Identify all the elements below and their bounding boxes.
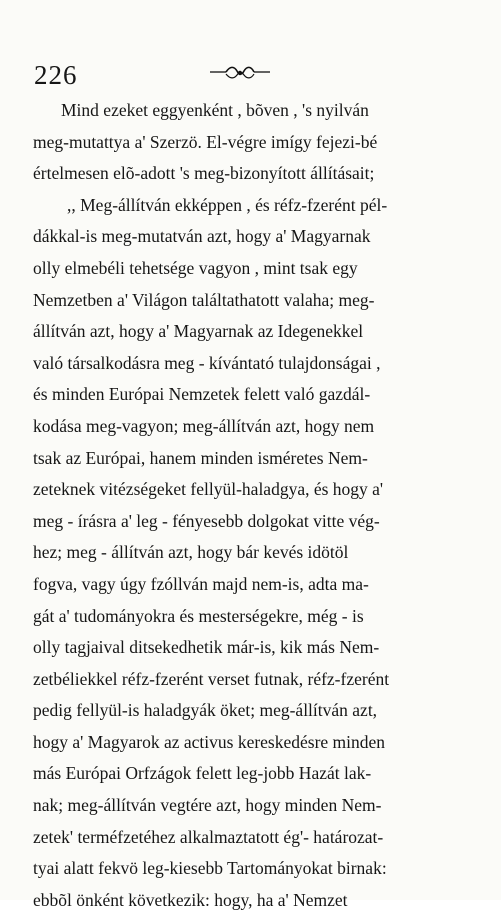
main-text — [33, 95, 473, 916]
text-line-25: tyai alatt fekvö leg-kiesebb Tartományokat birnak: — [33, 858, 387, 879]
text-line-18: olly tagjaival ditsekedhetik már-is, kik más Nem- — [33, 637, 380, 658]
text-line-1: Mind ezeket eggyenként , bõven , 's nyilván — [61, 100, 369, 120]
text-line-16: fogva, vagy úgy fzóllván majd nem-is, adta ma- — [33, 573, 369, 594]
text-line-22: más Európai Orfzágok felett leg-jobb Hazát lak- — [33, 763, 372, 784]
text-line-10: és minden Európai Nemzetek felett való gazdál- — [33, 384, 371, 405]
decorative-rule-icon — [208, 63, 272, 83]
text-line-13: zeteknek vitézségeket fellyül-haladgya, és hogy a' — [33, 479, 384, 500]
text-line-3: értelmesen elõ-adott 's meg-bizonyított állításait; — [33, 163, 375, 184]
text-line-2: meg-mutattya a' Szerzö. El-végre imígy fejezi-bé — [33, 131, 378, 152]
text-line-17: gát a' tudományokra és mesterségekre, még - is — [33, 605, 364, 626]
text-line-19: zetbéliekkel réfz-fzerént verset futnak, réfz-fzerént — [33, 668, 390, 689]
text-line-14: meg - írásra a' leg - fényesebb dolgokat vitte vég- — [33, 510, 380, 531]
text-line-21: hogy a' Magyarok az activus kereskedésre minden — [33, 731, 386, 752]
text-line-23: nak; meg-állítván vegtére azt, hogy minden Nem- — [33, 795, 382, 816]
text-line-6: olly elmebéli tehetsége vagyon , mint tsak egy — [33, 257, 358, 278]
text-line-12: tsak az Európai, hanem minden isméretes Nem- — [33, 447, 368, 468]
text-line-4: ,, Meg-állítván ekképpen , és réfz-fzerént pél- — [67, 194, 388, 215]
page-number: 226 — [34, 60, 78, 90]
text-line-26: ebbõl önként következik: hogy, ha a' Nemzet — [33, 889, 348, 910]
text-line-24: zetek' terméfzetéhez alkalmaztatott ég'- határozat- — [33, 826, 384, 847]
text-line-5: dákkal-is meg-mutatván azt, hogy a' Magyarnak — [33, 226, 371, 247]
text-line-11: kodása meg-vagyon; meg-állítván azt, hogy nem — [33, 415, 375, 436]
text-line-8: állítván azt, hogy a' Magyarnak az Idegenekkel — [33, 321, 364, 342]
text-line-9: való társalkodásra meg - kívántató tulajdonságai , — [33, 352, 381, 373]
text-line-20: pedig fellyül-is haladgyák öket; meg-állítván azt, — [33, 700, 378, 721]
text-line-15: hez; meg - állítván azt, hogy bár kevés idötöl — [33, 542, 349, 563]
text-line-7: Nemzetben a' Világon találtathatott valaha; meg- — [33, 289, 375, 310]
